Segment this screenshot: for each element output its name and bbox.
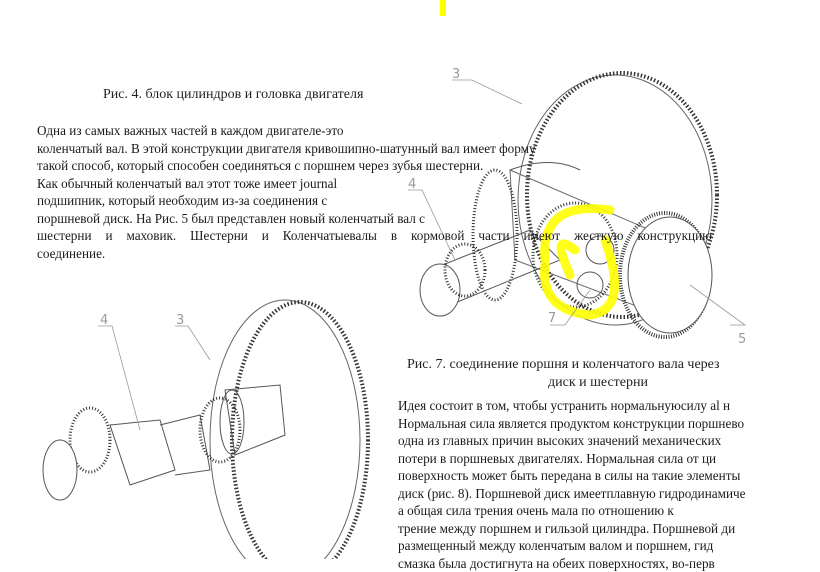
text-line: поверхность может быть передана в силы на такие элементы bbox=[398, 467, 746, 485]
paragraph-idea bbox=[398, 397, 746, 572]
caption-line: диск и шестерни bbox=[366, 374, 820, 392]
label-3: 3 bbox=[176, 313, 184, 328]
label-3: 3 bbox=[452, 67, 460, 82]
text-line: шестерни и маховик. Шестерни и Коленчатыевалы в кормовой части имеют жесткую конструкцию bbox=[37, 227, 712, 245]
text-line: Нормальная сила является продуктом конструкции поршнево bbox=[398, 415, 746, 433]
label-5: 5 bbox=[738, 332, 746, 347]
caption-line: Рис. 7. соединение поршня и коленчатого вала через bbox=[400, 356, 820, 374]
label-4: 4 bbox=[408, 177, 416, 192]
text-line: Как обычный коленчатый вал этот тоже имеет journal bbox=[37, 175, 712, 193]
figure-7-caption bbox=[400, 356, 820, 392]
text-line: размещенный между коленчатым валом и поршнем, гид bbox=[398, 537, 746, 555]
text-line: такой способ, который способен соединяться с поршнем через зубья шестерни. bbox=[37, 157, 712, 175]
text-line: подшипник, который необходим из-за соединения с bbox=[37, 192, 712, 210]
text-line: потери в поршневых двигателях. Нормальная сила от ци bbox=[398, 450, 746, 468]
text-line: коленчатый вал. В этой конструкции двигателя кривошипно-шатунный вал имеет форму bbox=[37, 140, 712, 158]
label-4: 4 bbox=[100, 313, 108, 328]
label-7: 7 bbox=[548, 311, 556, 326]
highlight-marker bbox=[440, 0, 446, 16]
text-line: диск (рис. 8). Поршневой диск имеетплавную гидродинамиче bbox=[398, 485, 746, 503]
text-line: Одна из самых важных частей в каждом двигателе-это bbox=[37, 122, 712, 140]
text-line: трение между поршнем и гильзой цилиндра. Поршневой ди bbox=[398, 520, 746, 538]
text-line: Идея состоит в том, чтобы устранить нормальнуюсилу al н bbox=[398, 397, 746, 415]
text-line: смазка была достигнута на обеих поверхностях, во-перв bbox=[398, 555, 746, 572]
figure-4-caption: Рис. 4. блок цилиндров и головка двигателя bbox=[103, 86, 363, 104]
text-line: одна из главных причин высоких значений механических bbox=[398, 432, 746, 450]
text-line: а общая сила трения очень мала по отношению к bbox=[398, 502, 746, 520]
paragraph-crankshaft bbox=[37, 122, 712, 262]
text-line: поршневой диск. На Рис. 5 был представлен новый коленчатый вал с bbox=[37, 210, 712, 228]
text-line: соединение. bbox=[37, 245, 712, 263]
crankshaft-flywheel-drawing bbox=[0, 280, 400, 559]
